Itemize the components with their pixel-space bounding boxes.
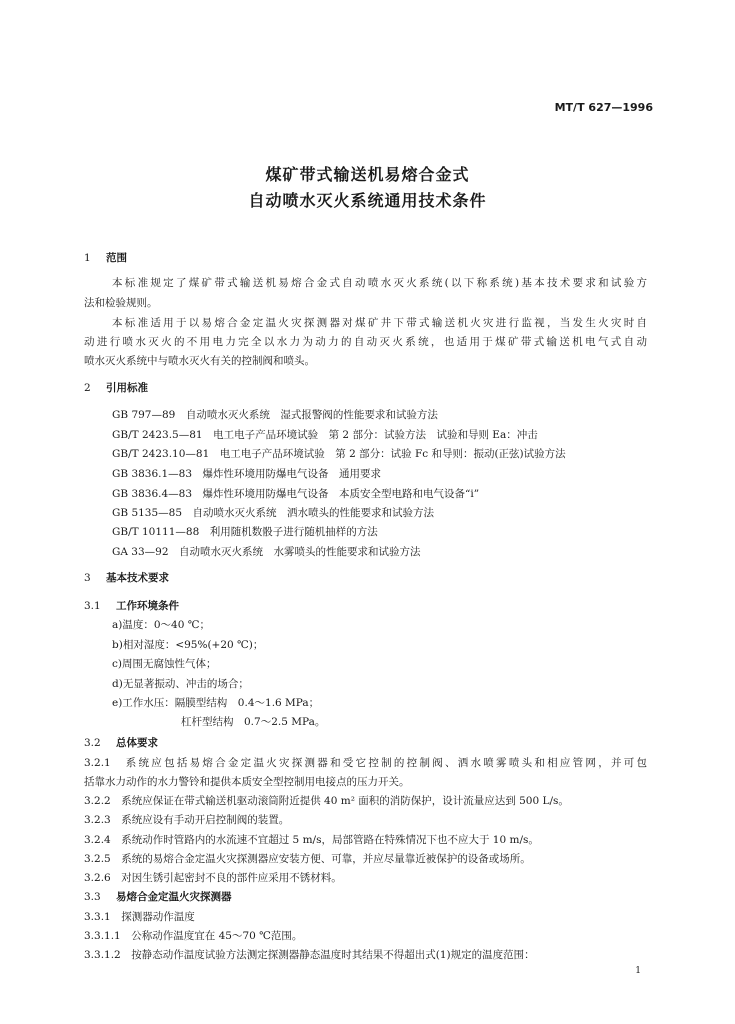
condition-item-a: a)温度：0～40 ℃； — [112, 619, 210, 631]
section1-para1-line1: 本标准规定了煤矿带式输送机易熔合金式自动喷水灭火系统(以下称系统)基本技术要求和试验方 — [112, 277, 647, 289]
condition-item-b: b)相对湿度：<95%(+20 ℃)； — [112, 639, 264, 651]
reference-item: GB/T 2423.10—81 电工电子产品环境试验 第 2 部分：试验 Fc 和导则：振动(正弦)试验方法 — [112, 448, 566, 460]
condition-item-c: c)周围无腐蚀性气体； — [112, 658, 217, 670]
clause-3-2-2: 3.2.2 系统应保证在带式输送机驱动滚筒附近提供 40 m² 面积的消防保护，设计流量应达到 500 L/s。 — [84, 795, 569, 807]
condition-item-d: d)无显著振动、冲击的场合； — [112, 678, 249, 690]
reference-item: GB/T 2423.5—81 电工电子产品环境试验 第 2 部分：试验方法 试验和导则 Ea：冲击 — [112, 429, 538, 441]
section2-heading: 2 引用标准 — [84, 382, 148, 394]
section1-para1-line2: 法和检验规则。 — [84, 297, 158, 309]
reference-item: GB 5135—85 自动喷水灭火系统 洒水喷头的性能要求和试验方法 — [112, 507, 435, 519]
clause-3-2-3: 3.2.3 系统应设有手动开启控制阀的装置。 — [84, 814, 290, 826]
section1-heading: 1 范围 — [84, 252, 127, 264]
reference-item: GA 33—92 自动喷水灭火系统 水雾喷头的性能要求和试验方法 — [112, 546, 421, 558]
clause-3-3-1-1: 3.3.1.1 公称动作温度宜在 45～70 ℃范围。 — [84, 930, 303, 942]
clause-3-2-1-line2: 括靠水力动作的水力警铃和提供本质安全型控制用电接点的压力开关。 — [84, 776, 410, 788]
condition-item-e1: e)工作水压：隔膜型结构 0.4～1.6 MPa； — [112, 697, 320, 709]
section3-heading: 3 基本技术要求 — [84, 572, 169, 584]
condition-item-e2: 杠杆型结构 0.7～2.5 MPa。 — [181, 716, 326, 728]
reference-item: GB 797—89 自动喷水灭火系统 湿式报警阀的性能要求和试验方法 — [112, 409, 438, 421]
clause-3-2-1-line1: 3.2.1 系统应包括易熔合金定温火灾探测器和受它控制的控制阀、洒水喷雾喷头和相应管网，并可包 — [84, 757, 648, 769]
reference-item: GB/T 10111—88 利用随机数骰子进行随机抽样的方法 — [112, 526, 378, 538]
reference-item: GB 3836.4—83 爆炸性环境用防爆电气设备 本质安全型电路和电气设备“i” — [112, 488, 480, 500]
clause-3-2-6: 3.2.6 对因生锈引起密封不良的部件应采用不锈材料。 — [84, 872, 342, 884]
section3-1-heading: 3.1 工作环境条件 — [84, 600, 179, 612]
section1-para2-line1: 本标准适用于以易熔合金定温火灾探测器对煤矿井下带式输送机火灾进行监视，当发生火灾时自 — [112, 317, 647, 329]
section3-3-heading: 3.3 易熔合金定温火灾探测器 — [84, 891, 232, 903]
section1-para2-line2: 动进行喷水灭火的不用电力完全以水力为动力的自动灭火系统，也适用于煤矿带式输送机电气式自动 — [84, 336, 647, 348]
section3-2-heading: 3.2 总体要求 — [84, 737, 158, 749]
document-title-line2: 自动喷水灭火系统通用技术条件 — [248, 191, 487, 210]
clause-3-2-5: 3.2.5 系统的易熔合金定温火灾探测器应安装方便、可靠，并应尽量靠近被保护的设备或场所。 — [84, 853, 531, 865]
clause-3-2-4: 3.2.4 系统动作时管路内的水流速不宜超过 5 m/s，局部管路在特殊情况下也不应大于 10 m/s。 — [84, 834, 539, 846]
standard-code: MT/T 627—1996 — [554, 101, 653, 114]
page-number: 1 — [635, 966, 641, 976]
reference-item: GB 3836.1—83 爆炸性环境用防爆电气设备 通用要求 — [112, 468, 382, 480]
document-title-line1: 煤矿带式输送机易熔合金式 — [265, 165, 470, 184]
clause-3-3-1-2: 3.3.1.2 按静态动作温度试验方法测定探测器静态温度时其结果不得超出式(1)规定的温度范围： — [84, 949, 535, 961]
clause-3-3-1: 3.3.1 探测器动作温度 — [84, 911, 195, 923]
section1-para2-line3: 喷水灭火系统中与喷水灭火有关的控制阀和喷头。 — [84, 355, 315, 367]
